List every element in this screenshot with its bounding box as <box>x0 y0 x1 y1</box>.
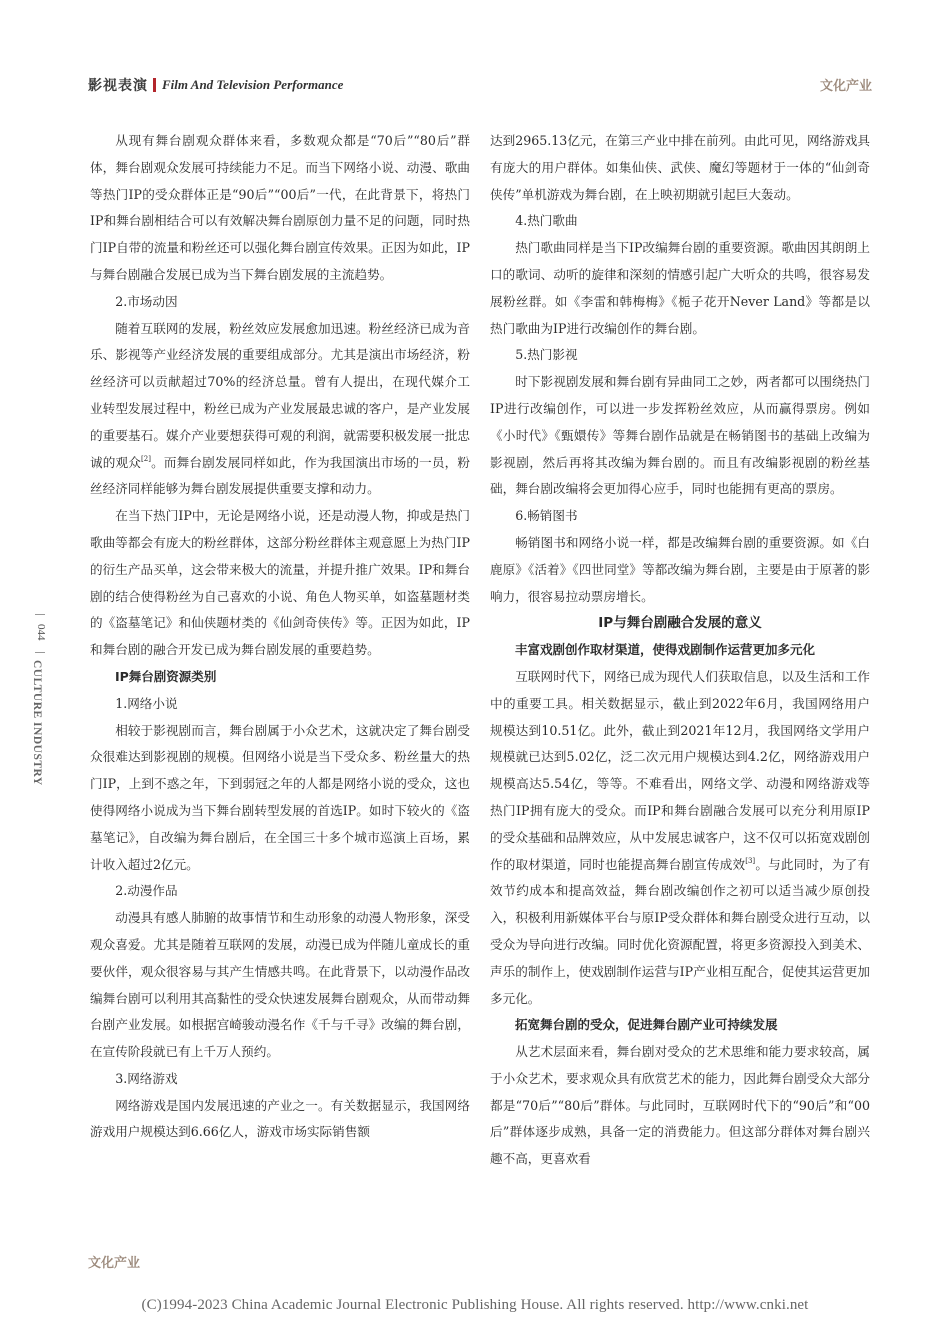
section-title-en: Film And Television Performance <box>162 77 344 92</box>
footer-journal-label: 文化产业 <box>88 1256 141 1271</box>
paragraph-continued: 达到2965.13亿元，在第三产业中排在前列。由此可见，网络游戏具有庞大的用户群体。如集仙侠、武侠、魔幻等题材于一体的“仙剑奇侠传”单机游戏为舞台剧，在上映初期就引起巨大轰动。 <box>490 133 870 202</box>
numbered-heading: 6.畅销图书 <box>515 508 578 524</box>
running-header-left <box>88 74 343 96</box>
paragraph: 在当下热门IP中，无论是网络小说，还是动漫人物，抑或是热门歌曲等都会有庞大的粉丝群体，这部分粉丝群体主观意愿上为热门IP的衍生产品买单，这会带来极大的流量，并提升推广效果。IP和舞台剧的结合使得粉丝为自己喜欢的小说、角色人物买单，如盗墓题材类的《盗墓笔记》和仙侠题材类的《仙剑奇侠传》等。正因为如此，IP和舞台剧的融合开发已成为舞台剧发展的重要趋势。 <box>90 508 470 658</box>
paragraph: 时下影视剧发展和舞台剧有异曲同工之妙，两者都可以围绕热门IP进行改编创作，可以进一步发挥粉丝效应，从而赢得票房。例如《小时代》《甄嬛传》等舞台剧作品就是在畅销图书的基础上改编为影视剧，然后再将其改编为舞台剧的。而且有改编影视剧的粉丝基础，舞台剧改编将会更加得心应手，同时也能拥有更高的票房。 <box>490 374 870 497</box>
subsection-heading: 拓宽舞台剧的受众，促进舞台剧产业可持续发展 <box>515 1017 778 1033</box>
side-journal-label: CULTURE INDUSTRY <box>31 660 43 786</box>
numbered-heading: 5.热门影视 <box>515 347 578 363</box>
header-divider-bar <box>153 78 156 92</box>
paragraph: 动漫具有感人肺腑的故事情节和生动形象的动漫人物形象，深受观众喜爱。尤其是随着互联网的发展，动漫已成为伴随儿童成长的重要伙伴，观众很容易与其产生情感共鸣。在此背景下，以动漫作品改编舞台剧可以利用其高黏性的受众快速发展舞台剧观众，从而带动舞台剧产业发展。如根据宫崎骏动漫名作《千与千寻》改编的舞台剧，在宣传阶段就已有上千万人预约。 <box>90 910 470 1060</box>
numbered-heading: 4.热门歌曲 <box>515 213 578 229</box>
paragraph: 从现有舞台剧观众群体来看，多数观众都是“70后”“80后”群体，舞台剧观众发展可持续能力不足。而当下网络小说、动漫、歌曲等热门IP的受众群体正是“90后”“00后”一代，在此背景下，将热门IP和舞台剧相结合可以有效解决舞台剧原创力量不足的问题，同时热门IP自带的流量和粉丝还可以强化舞台剧宣传效果。正因为如此，IP与舞台剧融合发展已成为当下舞台剧发展的主流趋势。 <box>90 133 470 282</box>
numbered-heading: 2.动漫作品 <box>115 883 178 899</box>
journal-name-header: 文化产业 <box>819 79 872 94</box>
paragraph: 随着互联网的发展，粉丝效应发展愈加迅速。粉丝经济已成为音乐、影视等产业经济发展的重要组成部分。尤其是演出市场经济，粉丝经济可以贡献超过70%的经济总量。曾有人提出，在现代媒介工业转型发展过程中，粉丝已成为产业发展最忠诚的客户，是产业发展的重要基石。媒介产业要想获得可观的利润，就需要积极发展一批忠诚的观众[2]。而舞台剧发展同样如此，作为我国演出市场的一员，粉丝经济同样能够为舞台剧发展提供重要支撑和动力。 <box>90 320 471 497</box>
side-tick-bottom <box>35 652 45 653</box>
citation-mark: [2] <box>141 454 151 463</box>
right-column <box>490 128 870 1173</box>
left-column <box>90 128 470 1146</box>
paragraph: 互联网时代下，网络已成为现代人们获取信息，以及生活和工作中的重要工具。相关数据显示，截止到2022年6月，我国网络用户规模达到10.51亿。此外，截止到2021年12月，我国网络文学用户规模就已达到5.02亿，泛二次元用户规模达到4.2亿，网络游戏用户规模高达5.54亿，等等。不难看出，网络文学、动漫和网络游戏等热门IP拥有庞大的受众。而IP和舞台剧融合发展可以充分利用原IP的受众基础和品牌效应，从中发展忠诚客户，这不仅可以拓宽戏剧创作的取材渠道，同时也能提高舞台剧宣传成效[3]。与此同时，为了有效节约成本和提高效益，舞台剧改编创作之初可以适当减少原创投入，积极利用新媒体平台与原IP受众群体和舞台剧受众进行互动，以受众为导向进行改编。同时优化资源配置，将更多资源投入到美术、声乐的制作上，使戏剧制作运营与IP产业相互配合，促使其运营更加多元化。 <box>490 668 871 1006</box>
copyright-line: (C)1994-2023 China Academic Journal Electronic Publishing House. All rights reserved. http://www.cnki.net <box>141 1297 809 1313</box>
section-title-cn: 影视表演 <box>88 78 148 94</box>
numbered-heading: 1.网络小说 <box>115 695 178 711</box>
paragraph: 从艺术层面来看，舞台剧对受众的艺术思维和能力要求较高，属于小众艺术，要求观众具有欣赏艺术的能力，因此舞台剧受众大部分都是“70后”“80后”群体。与此同时，互联网时代下的“90后”和“00后”群体逐步成熟，具备一定的消费能力。但这部分群体对舞台剧兴趣不高，更喜欢看 <box>490 1044 870 1167</box>
paragraph: 畅销图书和网络小说一样，都是改编舞台剧的重要资源。如《白鹿原》《活着》《四世同堂》等都改编为舞台剧，主要是由于原著的影响力，很容易拉动票房增长。 <box>490 534 870 604</box>
numbered-heading: 2.市场动因 <box>115 293 178 309</box>
page-number: 044 <box>35 624 47 641</box>
citation-mark: [3] <box>745 856 756 865</box>
paragraph: 热门歌曲同样是当下IP改编舞台剧的重要资源。歌曲因其朗朗上口的歌词、动听的旋律和深刻的情感引起广大听众的共鸣，很容易发展粉丝群。如《李雷和韩梅梅》《栀子花开Never Land》等都是以热门歌曲为IP进行改编创作的舞台剧。 <box>490 240 870 336</box>
major-heading: IP与舞台剧融合发展的意义 <box>598 615 762 632</box>
paragraph: 网络游戏是国内发展迅速的产业之一。有关数据显示，我国网络游戏用户规模达到6.66亿人，游戏市场实际销售额 <box>90 1097 470 1140</box>
paragraph: 相较于影视剧而言，舞台剧属于小众艺术，这就决定了舞台剧受众很难达到影视剧的规模。但网络小说是当下受众多、粉丝量大的热门IP，上到不惑之年，下到弱冠之年的人都是网络小说的受众，这也使得网络小说成为当下舞台剧转型发展的首选IP。如时下较火的《盗墓笔记》，自改编为舞台剧后，在全国三十多个城市巡演上百场，累计收入超过2亿元。 <box>90 722 470 872</box>
numbered-heading: 3.网络游戏 <box>115 1070 178 1086</box>
section-heading: IP舞台剧资源类别 <box>115 668 217 684</box>
side-tick-top <box>35 614 45 615</box>
subsection-heading: 丰富戏剧创作取材渠道，使得戏剧制作运营更加多元化 <box>515 642 816 658</box>
